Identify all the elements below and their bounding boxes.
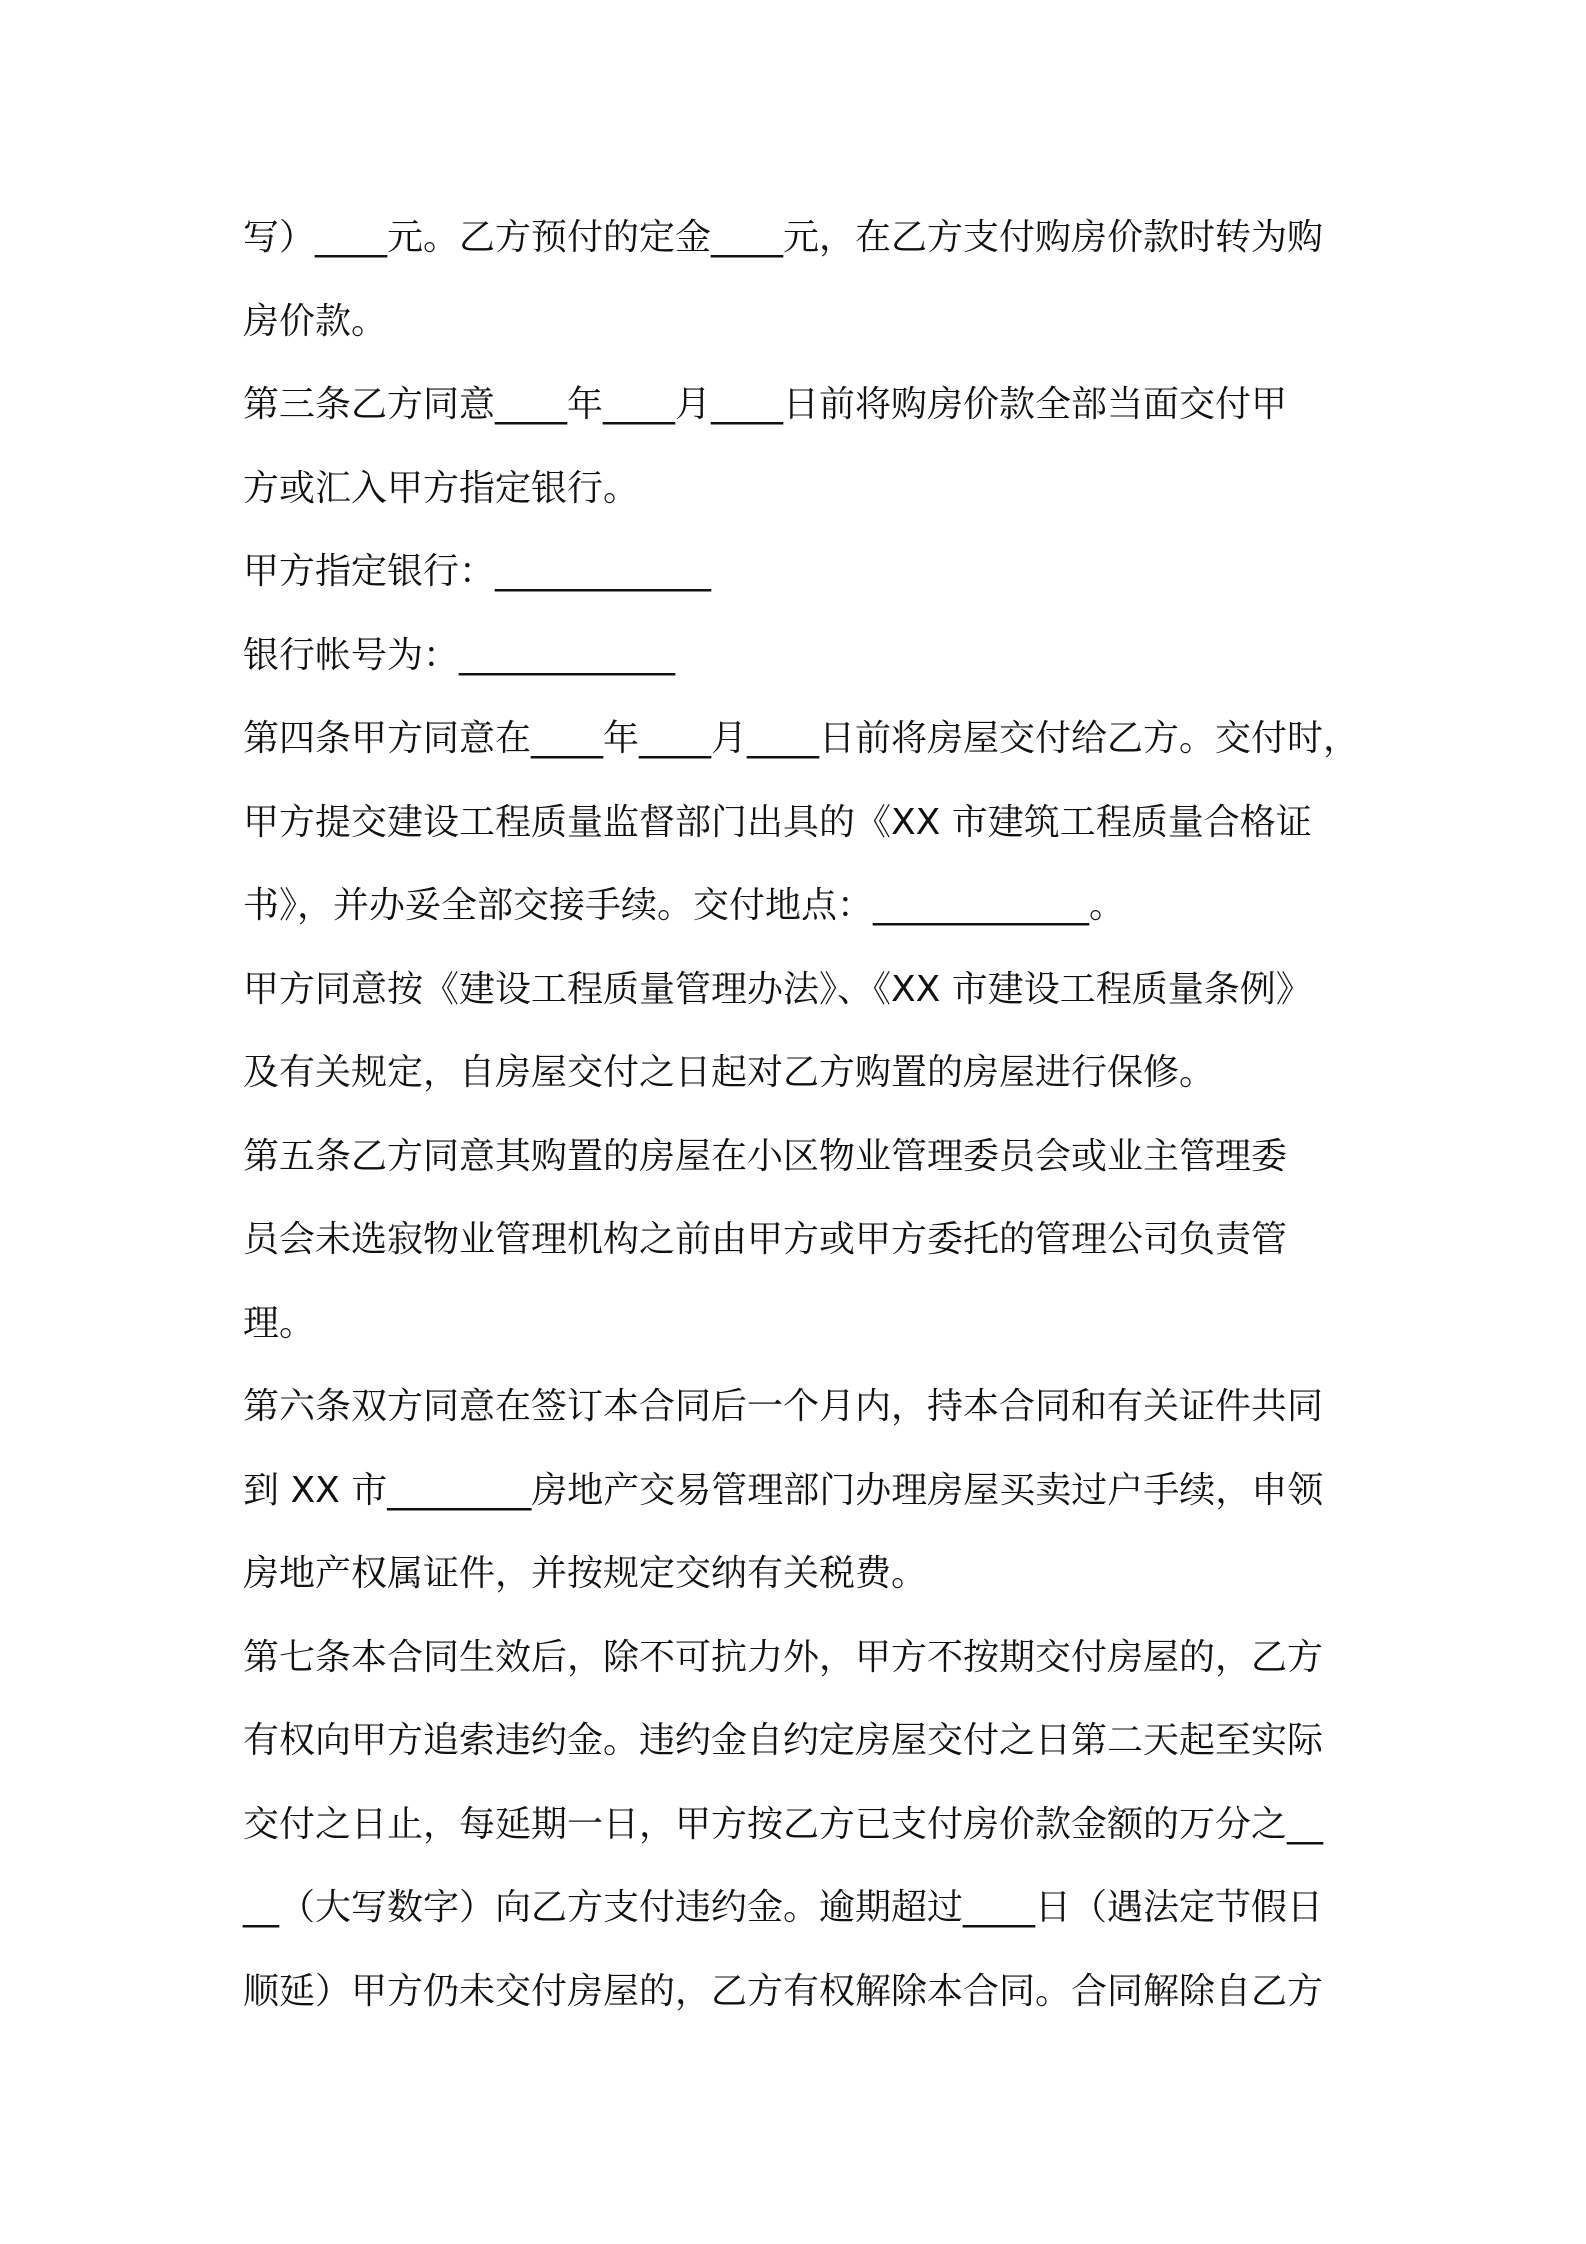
text-line: 第三条乙方同意____年____月____日前将购房价款全部当面交付甲 — [243, 384, 1288, 425]
text-line: 到 XX 市________房地产交易管理部门办理房屋买卖过户手续，申领 — [243, 1469, 1324, 1511]
text-line: 第四条甲方同意在____年____月____日前将房屋交付给乙方。交付时， — [243, 718, 1360, 759]
text-line: 书》，并办妥全部交接手续。交付地点：____________。 — [243, 885, 1126, 926]
text-line: 写）____元。乙方预付的定金____元，在乙方支付购房价款时转为购 — [243, 217, 1324, 258]
text-line: 甲方提交建设工程质量监督部门出具的《XX 市建筑工程质量合格证 — [243, 801, 1312, 843]
text-line: 第六条双方同意在签订本合同后一个月内，持本合同和有关证件共同 — [243, 1386, 1324, 1427]
text-line: 甲方同意按《建设工程质量管理办法》、《XX 市建设工程质量条例》 — [243, 968, 1312, 1010]
text-line: 有权向甲方追索违约金。违约金自约定房屋交付之日第二天起至实际 — [243, 1720, 1324, 1761]
text-line: 员会未选寂物业管理机构之前由甲方或甲方委托的管理公司负责管 — [243, 1219, 1288, 1260]
text-line: __（大写数字）向乙方支付违约金。逾期超过____日（遇法定节假日 — [243, 1887, 1324, 1928]
text-line: 理。 — [243, 1302, 316, 1344]
text-line: 第七条本合同生效后，除不可抗力外，甲方不按期交付房屋的，乙方 — [243, 1636, 1324, 1678]
text-line: 房价款。 — [243, 300, 388, 342]
text-line: 第五条乙方同意其购置的房屋在小区物业管理委员会或业主管理委 — [243, 1135, 1288, 1177]
text-line: 甲方指定银行：____________ — [243, 551, 712, 592]
text-line: 房地产权属证件，并按规定交纳有关税费。 — [243, 1553, 928, 1594]
contract-body — [243, 196, 1363, 2033]
text-line: 方或汇入甲方指定银行。 — [243, 467, 640, 509]
text-line: 顺延）甲方仍未交付房屋的，乙方有权解除本合同。合同解除自乙方 — [243, 1970, 1324, 2012]
text-line: 交付之日止，每延期一日，甲方按乙方已支付房价款金额的万分之__ — [243, 1803, 1324, 1845]
text-line: 及有关规定，自房屋交付之日起对乙方购置的房屋进行保修。 — [243, 1052, 1216, 1093]
text-line: 银行帐号为：____________ — [243, 634, 676, 676]
